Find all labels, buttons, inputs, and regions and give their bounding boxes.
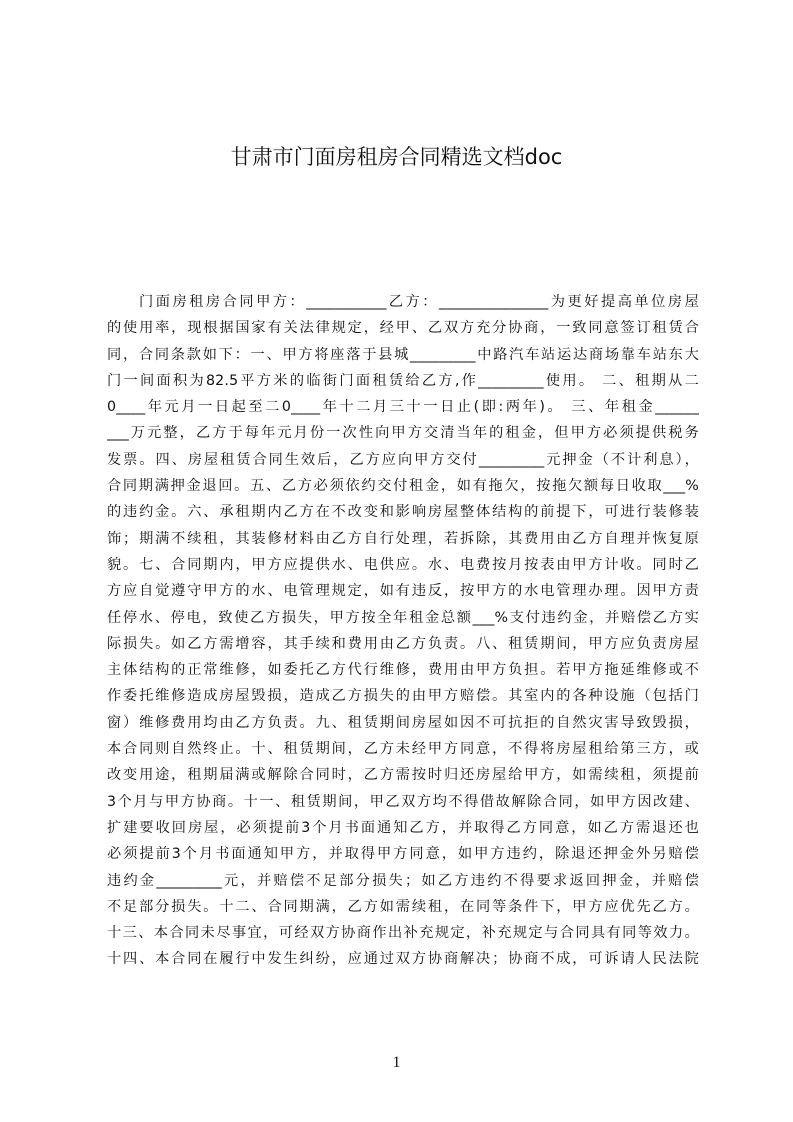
body-line: 发票。四、房屋租赁合同生效后，乙方应向甲方交付_________元押金（不计利息）， — [107, 451, 699, 468]
body-line: 的违约金。六、承租期内乙方在不改变和影响房屋整体结构的前提下，可进行装修装 — [107, 504, 699, 521]
body-line: 扩建要收回房屋，必须提前3个月书面通知乙方，并取得乙方同意，如乙方需退还也 — [107, 819, 699, 836]
body-line: 际损失。如乙方需增容，其手续和费用由乙方负责。八、租赁期间，甲方应负责房屋 — [107, 635, 699, 652]
body-line: 主体结构的正常维修，如委托乙方代行维修，费用由甲方负担。若甲方拖延维修或不 — [107, 662, 699, 679]
body-line: 改变用途，租期届满或解除合同时，乙方需按时归还房屋给甲方，如需续租，须提前 — [107, 767, 699, 784]
body-line: 0____年元月一日起至二0____年十二月三十一日止(即:两年)。 三、年租金______ — [107, 399, 699, 416]
body-line: 任停水、停电，致使乙方损失，甲方按全年租金总额___%支付违约金，并赔偿乙方实 — [107, 609, 699, 626]
body-line: 3个月与甲方协商。十一、租赁期间，甲乙双方均不得借故解除合同，如甲方因改建、 — [107, 793, 699, 810]
body-line: 不足部分损失。十二、合同期满，乙方如需续租，在同等条件下，甲方应优先乙方。 — [107, 898, 699, 915]
body-line: 必须提前3个月书面通知甲方，并取得甲方同意，如甲方违约，除退还押金外另赔偿 — [107, 846, 699, 863]
body-line: 的使用率，现根据国家有关法律规定，经甲、乙双方充分协商，一致同意签订租赁合 — [107, 320, 699, 337]
body-line: 十四、本合同在履行中发生纠纷，应通过双方协商解决；协商不成，可诉请人民法院 — [107, 951, 699, 968]
body-line: 同，合同条款如下：一、甲方将座落于县城_________中路汽车站运达商场靠车站东大 — [107, 346, 699, 363]
body-line: 方应自觉遵守甲方的水、电管理规定，如有违反，按甲方的水电管理办理。因甲方责 — [107, 583, 699, 600]
body-line: 十三、本合同未尽事宜，可经双方协商作出补充规定，补充规定与合同具有同等效力。 — [107, 925, 699, 942]
body-line: 门面房租房合同甲方：___________乙方：_______________为更好提高单位房屋 — [139, 294, 699, 310]
body-line: 本合同则自然终止。十、租赁期间，乙方未经甲方同意，不得将房屋租给第三方，或 — [107, 741, 699, 758]
body-line: 窗）维修费用均由乙方负责。九、租赁期间房屋如因不可抗拒的自然灾害导致毁损， — [107, 714, 699, 731]
body-line: 合同期满押金退回。五、乙方必须依约交付租金，如有拖欠，按拖欠额每日收取___% — [107, 478, 699, 495]
body-line: 门一间面积为82.5平方米的临街门面租赁给乙方,作_________使用。 二、租期从二 — [107, 372, 699, 389]
body-line: ___万元整，乙方于每年元月份一次性向甲方交清当年的租金，但甲方必须提供税务 — [107, 425, 699, 442]
body-line: 作委托维修造成房屋毁损，造成乙方损失的由甲方赔偿。其室内的各种设施（包括门 — [107, 688, 699, 705]
page-number: 1 — [392, 1054, 401, 1071]
body-line: 貌。七、合同期内，甲方应提供水、电供应。水、电费按月按表由甲方计收。同时乙 — [107, 556, 699, 573]
body-line: 饰；期满不续租，其装修材料由乙方自行处理，若拆除，其费用由乙方自理并恢复原 — [107, 530, 699, 547]
contract-body — [107, 289, 699, 1009]
document-title: 甘肃市门面房租房合同精选文档doc — [230, 145, 563, 169]
body-line: 违约金_________元，并赔偿不足部分损失；如乙方违约不得要求返回押金，并赔偿 — [107, 872, 699, 889]
